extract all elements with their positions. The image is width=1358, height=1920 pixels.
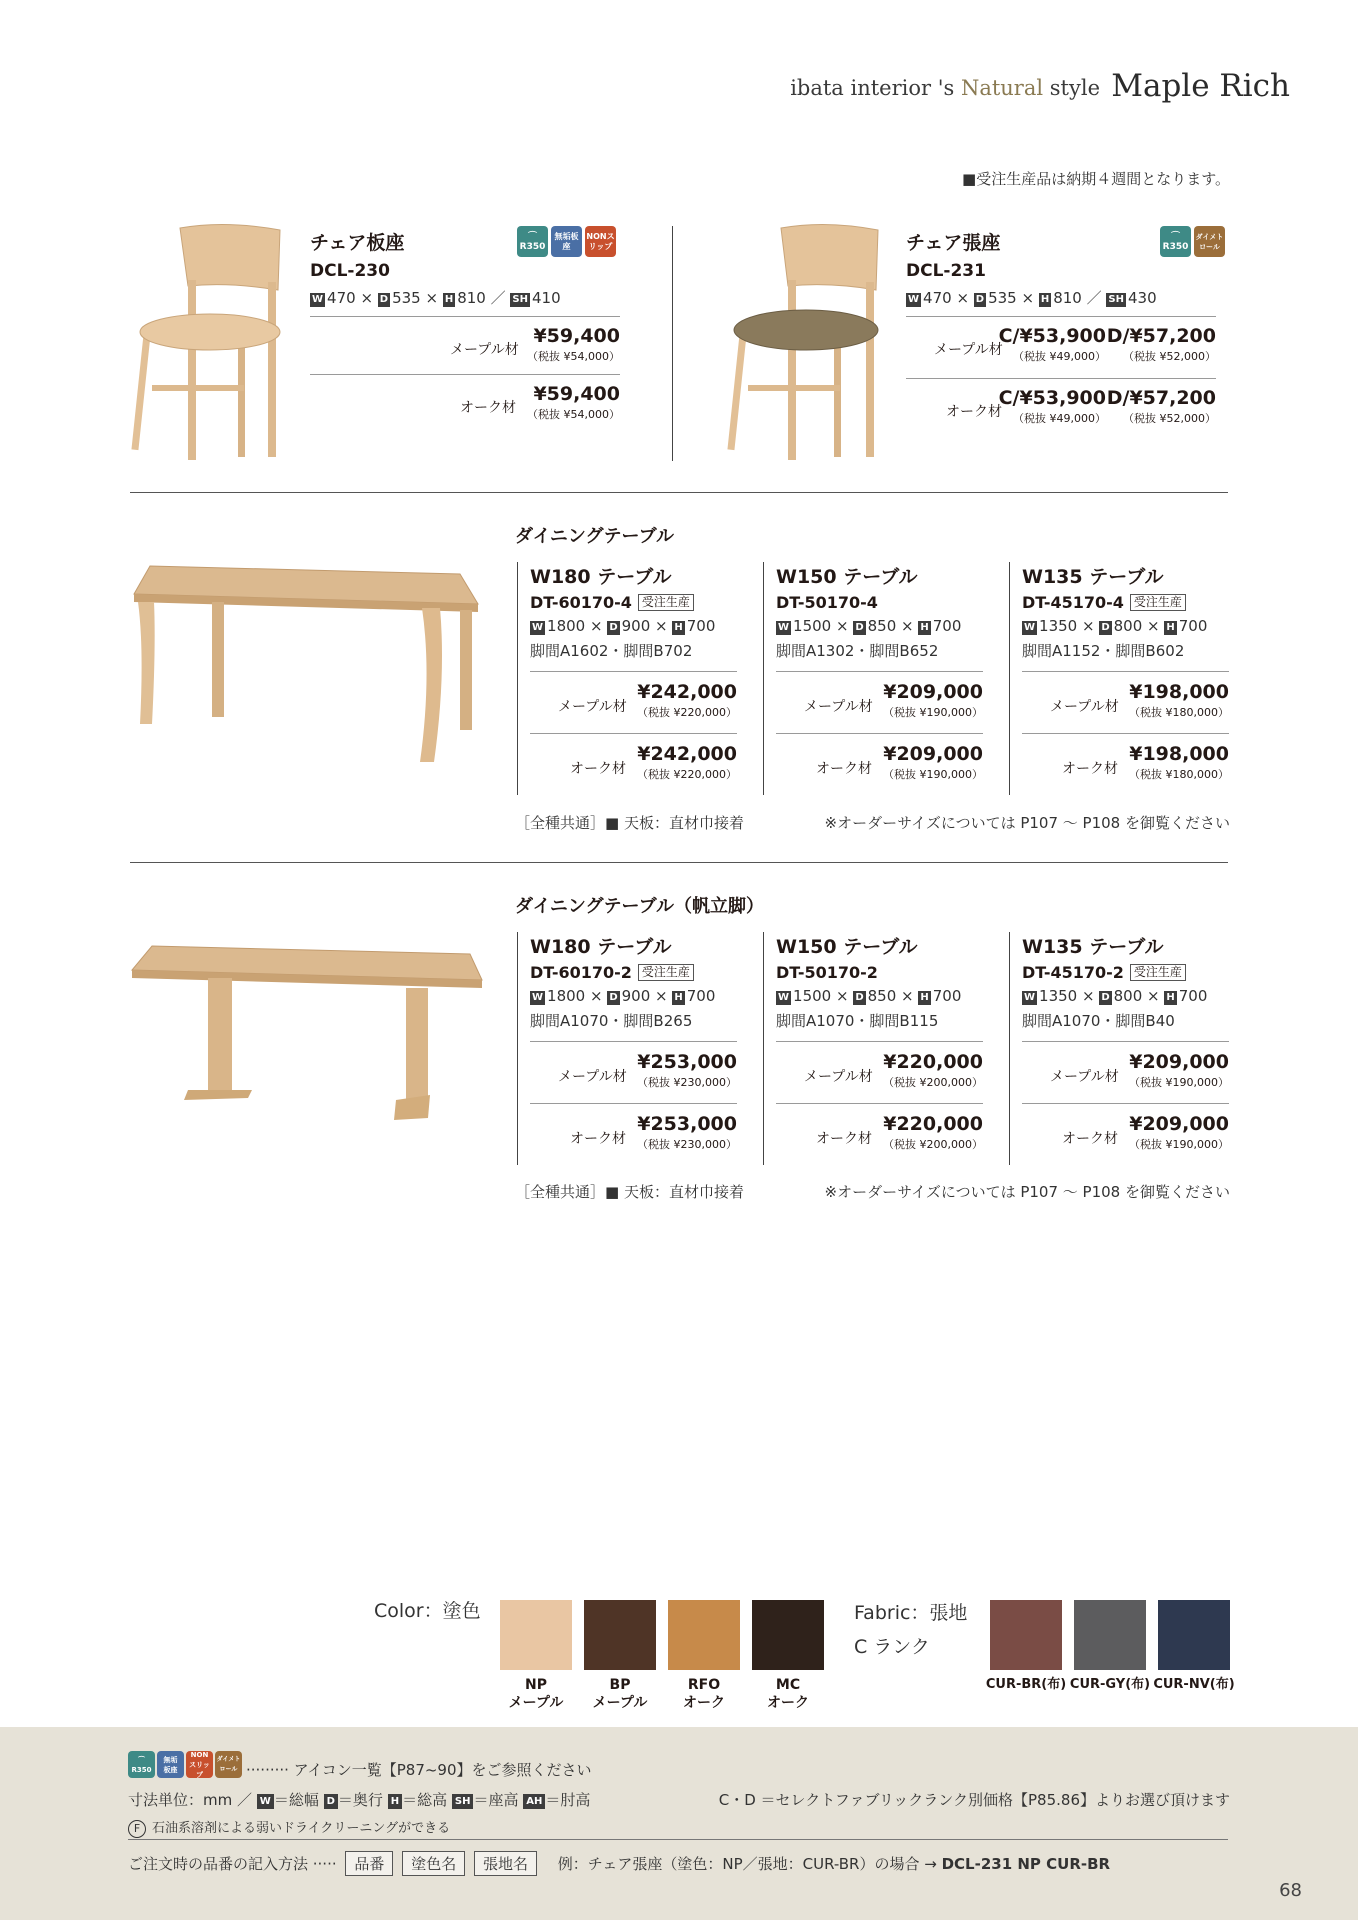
swatch-label-rfo: RFO オーク xyxy=(683,1677,725,1711)
table-model-w150 xyxy=(763,562,983,795)
product-code: DT-45170-2 受注生産 xyxy=(1022,963,1229,982)
dimetrol-icon: ダイメト ロール xyxy=(215,1751,242,1778)
page-number: 68 xyxy=(1279,1880,1302,1901)
table-model-w180 xyxy=(517,932,737,1165)
r350-icon: ⌒ R350 xyxy=(517,226,548,257)
swatch-bp xyxy=(584,1600,656,1670)
leg-spacing: 脚間A1070・脚間B265 xyxy=(530,1012,693,1030)
leg-spacing: 脚間A1070・脚間B40 xyxy=(1022,1012,1175,1030)
swatch-label-np: NP メープル xyxy=(508,1677,564,1711)
product-code: DT-60170-2 受注生産 xyxy=(530,963,737,982)
dry-clean-note: F 石油系溶剤による弱いドライクリーニングができる xyxy=(128,1817,450,1838)
color-label: Color：塗色 xyxy=(374,1600,481,1622)
product-title: チェア板座 xyxy=(310,232,405,254)
chair-product-dcl-230 xyxy=(130,220,690,470)
icon-reference-note: ········· アイコン一覧【P87~90】をご参照ください xyxy=(246,1761,592,1779)
width-icon: W xyxy=(312,294,324,305)
product-code: DT-45170-4 受注生産 xyxy=(1022,593,1229,612)
width-icon: W xyxy=(257,1794,274,1809)
swatch-label-cur-br: CUR-BR(布) xyxy=(985,1677,1067,1692)
product-code: DCL-230 xyxy=(310,261,390,281)
product-title: W150 テーブル xyxy=(776,936,918,958)
common-spec-note: ［全種共通］■ 天板：直材巾接着 xyxy=(515,814,744,832)
dimensions: W 470 × D 535 × H 810 ／ SH 410 xyxy=(312,289,561,307)
order-lead-time-note: ■受注生産品は納期４週間となります。 xyxy=(962,170,1230,188)
width-icon: W xyxy=(908,294,920,305)
height-icon: H xyxy=(444,294,454,305)
custom-size-note: ※オーダーサイズについては P107 〜 P108 を御覧ください xyxy=(824,1183,1230,1201)
custom-size-note: ※オーダーサイズについては P107 〜 P108 を御覧ください xyxy=(824,814,1230,832)
dimensions: W 1350 × D 800 × H 700 xyxy=(1024,617,1208,635)
fabric-label: Fabric：張地 C ランク xyxy=(854,1602,968,1658)
unit-legend: 寸法単位：mm ／ W ＝総幅 D ＝奥行 H ＝総高 SH ＝座高 AH ＝肘高 xyxy=(128,1791,591,1809)
price-row-oak: オーク材 ¥209,000 （税抜 ¥190,000） xyxy=(776,733,983,795)
price-row-maple: メープル材 ¥198,000 （税抜 ¥180,000） xyxy=(1022,671,1229,733)
swatch-label-cur-nv: CUR-NV(布) xyxy=(1153,1677,1235,1692)
r350-icon: ⌒ R350 xyxy=(1160,226,1191,257)
made-to-order-badge: 受注生産 xyxy=(638,594,694,611)
section-divider xyxy=(130,492,1228,493)
table-model-w135 xyxy=(1009,932,1229,1165)
swatch-label-bp: BP メープル xyxy=(592,1677,648,1711)
seat-height-icon: SH xyxy=(452,1794,474,1809)
made-to-order-badge: 受注生産 xyxy=(638,964,694,981)
footer-divider xyxy=(128,1839,1228,1840)
non-slip-icon: NONスリップ xyxy=(585,226,616,257)
price-row-oak: オーク材 C/¥53,900 （税抜 ¥49,000） D/¥57,200 （税抜 ¥52,000） xyxy=(906,378,1216,440)
product-code: DT-50170-4 xyxy=(776,593,878,612)
swatch-cur-br xyxy=(990,1600,1062,1670)
feature-icons xyxy=(517,226,616,257)
dining-table-image xyxy=(130,556,480,766)
dining-table-panel-leg-image xyxy=(130,940,490,1125)
product-title: W150 テーブル xyxy=(776,566,918,588)
swatch-cur-nv xyxy=(1158,1600,1230,1670)
depth-icon: D xyxy=(975,294,985,305)
chair-upholstered-seat-image xyxy=(726,220,896,460)
depth-icon: D xyxy=(379,294,389,305)
dimensions: W 1350 × D 800 × H 700 xyxy=(1024,987,1208,1005)
made-to-order-badge: 受注生産 xyxy=(1130,964,1186,981)
seat-height-icon: SH xyxy=(512,294,528,305)
product-title: W180 テーブル xyxy=(530,566,672,588)
leg-spacing: 脚間A1302・脚間B652 xyxy=(776,642,939,660)
order-method-row: ご注文時の品番の記入方法 ····· 品番 塗色名 張地名 例：チェア張座（塗色：NP／張地：CUR-BR）の場合 → DCL-231 NP CUR-BR xyxy=(128,1851,1110,1876)
product-title: W135 テーブル xyxy=(1022,566,1164,588)
price-row-maple: メープル材 ¥253,000 （税抜 ¥230,000） xyxy=(530,1041,737,1103)
leg-spacing: 脚間A1152・脚間B602 xyxy=(1022,642,1185,660)
leg-spacing: 脚間A1070・脚間B115 xyxy=(776,1012,939,1030)
price-row-oak: オーク材 ¥242,000 （税抜 ¥220,000） xyxy=(530,733,737,795)
swatch-rfo xyxy=(668,1600,740,1670)
chair-divider xyxy=(672,226,673,461)
feature-icons xyxy=(1160,226,1225,257)
product-title: チェア張座 xyxy=(906,232,1001,254)
solid-wood-seat-icon: 無垢 板座 xyxy=(157,1751,184,1778)
non-slip-icon: NON スリップ xyxy=(186,1751,213,1778)
price-row-maple: メープル材 ¥209,000 （税抜 ¥190,000） xyxy=(776,671,983,733)
price-row-oak: オーク材 ¥220,000 （税抜 ¥200,000） xyxy=(776,1103,983,1165)
price-row-oak: オーク材 ¥198,000 （税抜 ¥180,000） xyxy=(1022,733,1229,795)
product-code: DT-50170-2 xyxy=(776,963,878,982)
depth-icon: D xyxy=(324,1794,338,1809)
dimensions: W 1800 × D 900 × H 700 xyxy=(532,987,716,1005)
brand-tagline: ibata interior 's Natural style xyxy=(790,76,1100,100)
price-row-maple: メープル材 ¥220,000 （税抜 ¥200,000） xyxy=(776,1041,983,1103)
r350-icon: ⌒ R350 xyxy=(128,1751,155,1778)
price-row-oak: オーク材 ¥253,000 （税抜 ¥230,000） xyxy=(530,1103,737,1165)
section-title: ダイニングテーブル（帆立脚） xyxy=(515,896,764,917)
fabric-rank-note: C・D ＝セレクトファブリックランク別価格【P85.86】よりお選び頂けます xyxy=(718,1791,1230,1809)
dimensions: W 470 × D 535 × H 810 ／ SH 430 xyxy=(908,289,1157,307)
section-divider xyxy=(130,862,1228,863)
product-code: DCL-231 xyxy=(906,261,986,281)
dimensions: W 1500 × D 850 × H 700 xyxy=(778,987,962,1005)
product-title: W135 テーブル xyxy=(1022,936,1164,958)
price-row-maple: メープル材 ¥59,400 （税抜 ¥54,000） xyxy=(310,316,620,374)
chair-product-dcl-231 xyxy=(726,220,1286,470)
example-code: DCL-231 NP CUR-BR xyxy=(941,1855,1111,1873)
section-title: ダイニングテーブル xyxy=(515,526,674,547)
footer-icon-legend xyxy=(128,1751,242,1778)
chair-board-seat-image xyxy=(130,220,300,460)
dimensions: W 1500 × D 850 × H 700 xyxy=(778,617,962,635)
solid-wood-seat-icon: 無垢板座 xyxy=(551,226,582,257)
price-row-oak: オーク材 ¥209,000 （税抜 ¥190,000） xyxy=(1022,1103,1229,1165)
series-title: Maple Rich xyxy=(1111,68,1290,104)
height-icon: H xyxy=(388,1794,402,1809)
swatch-label-cur-gy: CUR-GY(布) xyxy=(1069,1677,1151,1692)
common-spec-note: ［全種共通］■ 天板：直材巾接着 xyxy=(515,1183,744,1201)
made-to-order-badge: 受注生産 xyxy=(1130,594,1186,611)
code-box-fabric: 張地名 xyxy=(474,1851,537,1876)
table-model-w180 xyxy=(517,562,737,795)
seat-height-icon: SH xyxy=(1108,294,1124,305)
swatch-cur-gy xyxy=(1074,1600,1146,1670)
product-code: DT-60170-4 受注生産 xyxy=(530,593,737,612)
price-row-maple: メープル材 ¥242,000 （税抜 ¥220,000） xyxy=(530,671,737,733)
code-box-finish: 塗色名 xyxy=(402,1851,465,1876)
dimetrol-icon: ダイメトロール xyxy=(1194,226,1225,257)
leg-spacing: 脚間A1602・脚間B702 xyxy=(530,642,693,660)
price-row-maple: メープル材 C/¥53,900 （税抜 ¥49,000） D/¥57,200 （税抜 ¥52,000） xyxy=(906,316,1216,378)
table-model-w150 xyxy=(763,932,983,1165)
height-icon: H xyxy=(1040,294,1050,305)
price-row-maple: メープル材 ¥209,000 （税抜 ¥190,000） xyxy=(1022,1041,1229,1103)
code-box-product: 品番 xyxy=(345,1851,393,1876)
table-model-w135 xyxy=(1009,562,1229,795)
swatch-label-mc: MC オーク xyxy=(767,1677,809,1711)
swatch-mc xyxy=(752,1600,824,1670)
swatch-np xyxy=(500,1600,572,1670)
price-row-oak: オーク材 ¥59,400 （税抜 ¥54,000） xyxy=(310,374,620,432)
dimensions: W 1800 × D 900 × H 700 xyxy=(532,617,716,635)
dry-clean-icon: F xyxy=(128,1820,146,1838)
product-title: W180 テーブル xyxy=(530,936,672,958)
footer xyxy=(0,1727,1358,1920)
arm-height-icon: AH xyxy=(523,1794,545,1809)
